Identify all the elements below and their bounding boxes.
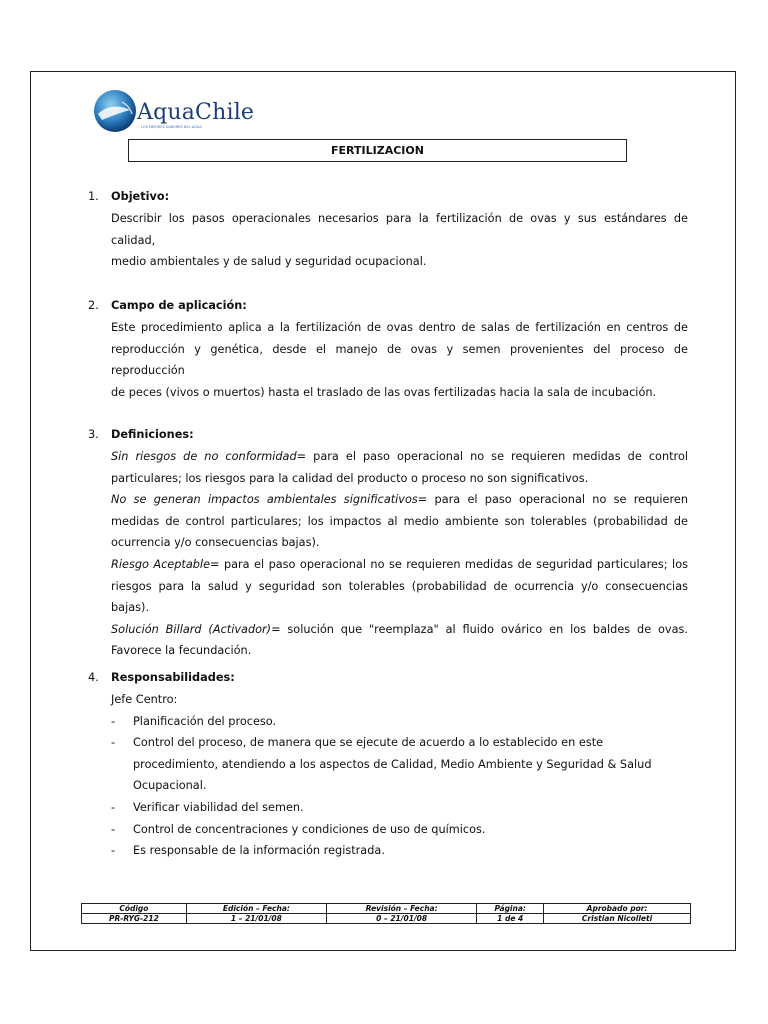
table-cell: PR-RYG-212 xyxy=(82,914,187,924)
list-item xyxy=(111,819,688,841)
paragraph-line: Este procedimiento aplica a la fertilización de ovas dentro de salas de fertilización en centros de xyxy=(111,321,688,334)
definition-term: No se generan impactos ambientales significativos xyxy=(111,493,418,507)
list-item xyxy=(111,797,688,819)
definition xyxy=(111,619,688,662)
table-cell: 1 de 4 xyxy=(477,914,544,924)
definition-text: = para el paso operacional no se requieren medidas de control particulares; los riesgos para la calidad del producto o proceso no son significativos. xyxy=(111,450,688,485)
dash-bullet-icon: - xyxy=(111,800,116,814)
definition-term: Solución Billard (Activador) xyxy=(111,622,272,636)
table-row xyxy=(82,914,691,924)
table-cell: 0 – 21/01/08 xyxy=(326,914,476,924)
section-title: Objetivo: xyxy=(111,190,170,203)
list-item-text: Planificación del proceso. xyxy=(133,714,277,728)
section-number: 1. xyxy=(88,190,99,203)
table-cell: Cristian Nicolleti xyxy=(544,914,691,924)
list-item-text: Verificar viabilidad del semen. xyxy=(133,800,304,814)
list-item xyxy=(111,732,688,797)
section-campo-aplicacion xyxy=(88,295,688,403)
section-paragraph xyxy=(111,208,688,273)
section-definiciones xyxy=(88,424,688,662)
table-header-cell: Aprobado por: xyxy=(544,904,691,914)
definition-text: = para el paso operacional no se requieren medidas de control particulares; los impactos al medio ambiente son tolerables (probabilidad de ocurrencia y/o consecuencias bajas). xyxy=(111,493,688,550)
logo-text: AquaChile xyxy=(137,100,255,125)
section-title: Definiciones: xyxy=(111,428,194,441)
definition-text: = solución que "reemplaza" al fluido ovárico en los baldes de ovas. Favorece la fecundación. xyxy=(111,622,688,658)
dash-bullet-icon: - xyxy=(111,736,116,750)
dash-bullet-icon: - xyxy=(111,714,116,728)
paragraph-line: de peces (vivos o muertos) hasta el traslado de las ovas fertilizadas hacia la sala de incubación. xyxy=(111,385,657,399)
section-title: Campo de aplicación: xyxy=(111,299,247,312)
dash-bullet-icon: - xyxy=(111,822,116,836)
section-paragraph xyxy=(111,317,688,403)
section-number: 2. xyxy=(88,299,99,312)
section-objetivo xyxy=(88,186,688,273)
table-header-row xyxy=(82,904,691,914)
definition xyxy=(111,446,688,489)
table-header-cell: Edición – Fecha: xyxy=(186,904,326,914)
list-item-text: Es responsable de la información registrada. xyxy=(133,844,385,858)
section-title: Responsabilidades: xyxy=(111,671,235,684)
list-item xyxy=(111,711,688,733)
definition xyxy=(111,489,688,554)
aquachile-logo xyxy=(92,88,262,136)
definition-text: = para el paso operacional no se requieren medidas de seguridad particulares; los riesgos para la salud y seguridad son tolerables (probabilidad de ocurrencia y/o consecuencias bajas). xyxy=(111,557,688,615)
table-header-cell: Revisión – Fecha: xyxy=(326,904,476,914)
list-item-text: Control del proceso, de manera que se ejecute de acuerdo a lo establecido en este procedimiento, atendiendo a los aspectos de Calidad, Medio Ambiente y Seguridad & Salud Ocupacional. xyxy=(133,736,652,793)
paragraph-line: Describir los pasos operacionales necesarios para la fertilización de ovas y sus estándares de calidad, xyxy=(111,212,688,247)
paragraph-line: reproducción y genética, desde el manejo de ovas y semen provenientes del proceso de reproducción xyxy=(111,342,688,378)
list-item xyxy=(111,840,688,862)
list-item-text: Control de concentraciones y condiciones de uso de químicos. xyxy=(133,822,486,836)
logo-fish-emblem-icon xyxy=(92,88,140,136)
section-responsabilidades xyxy=(88,667,688,862)
definition-term: Sin riesgos de no conformidad xyxy=(111,450,297,463)
table-header-cell: Código xyxy=(82,904,187,914)
table-cell: 1 – 21/01/08 xyxy=(186,914,326,924)
dash-bullet-icon: - xyxy=(111,844,116,858)
section-number: 4. xyxy=(88,671,99,684)
section-number: 3. xyxy=(88,428,99,441)
logo-tagline: LOS MEJORES SABORES DEL AGUA xyxy=(141,125,202,129)
definition-term: Riesgo Aceptable xyxy=(111,557,211,571)
definition xyxy=(111,554,688,619)
document-title: FERTILIZACION xyxy=(128,139,627,162)
table-header-cell: Página: xyxy=(477,904,544,914)
responsibility-list xyxy=(111,711,688,862)
role-label: Jefe Centro: xyxy=(111,693,178,706)
paragraph-line: medio ambientales y de salud y seguridad ocupacional. xyxy=(111,255,427,269)
document-control-table xyxy=(81,903,691,924)
